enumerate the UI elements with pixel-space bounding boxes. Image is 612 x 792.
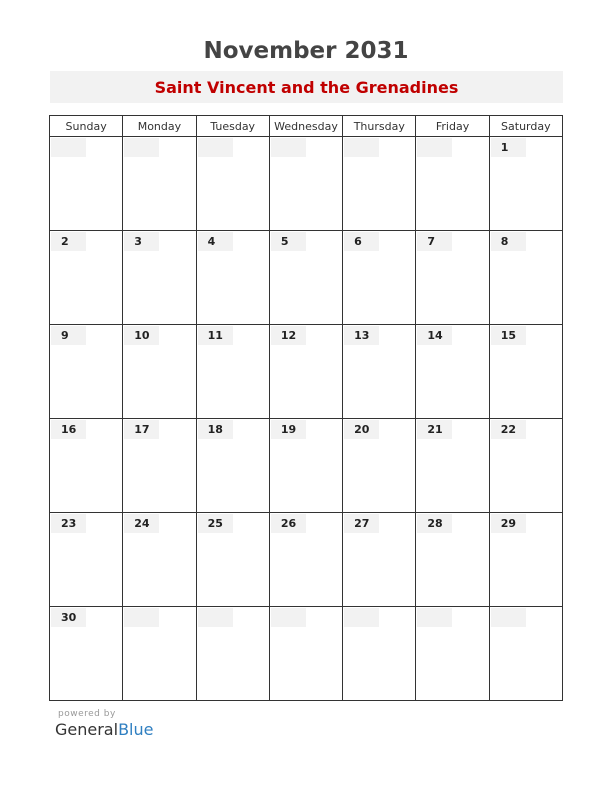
day-number: [417, 138, 452, 157]
day-cell: [123, 513, 196, 607]
day-cell: [196, 325, 269, 419]
day-cell: [489, 231, 562, 325]
day-number: 4: [198, 232, 233, 251]
day-number: 13: [344, 326, 379, 345]
day-cell: [196, 607, 269, 701]
day-cell: [196, 513, 269, 607]
day-number: 15: [491, 326, 526, 345]
day-cell: [343, 419, 416, 513]
day-cell: [50, 513, 123, 607]
day-number: 12: [271, 326, 306, 345]
day-cell: [489, 513, 562, 607]
day-cell: [343, 513, 416, 607]
day-number: [344, 608, 379, 627]
day-number: 30: [51, 608, 86, 627]
day-cell: [123, 231, 196, 325]
day-number: 27: [344, 514, 379, 533]
day-number: 7: [417, 232, 452, 251]
day-cell: [489, 419, 562, 513]
day-number: [344, 138, 379, 157]
day-cell: [50, 231, 123, 325]
day-cell: [416, 607, 489, 701]
weekday-header-friday: Friday: [416, 116, 489, 137]
day-number: 5: [271, 232, 306, 251]
weekday-header-wednesday: Wednesday: [269, 116, 342, 137]
day-number: 10: [124, 326, 159, 345]
weekday-header-thursday: Thursday: [343, 116, 416, 137]
day-cell: [196, 137, 269, 231]
day-number: 24: [124, 514, 159, 533]
day-number: [124, 608, 159, 627]
weekday-header-row: [50, 116, 563, 137]
day-number: 18: [198, 420, 233, 439]
day-cell: [416, 419, 489, 513]
day-cell: [343, 231, 416, 325]
day-number: 9: [51, 326, 86, 345]
day-number: [51, 138, 86, 157]
day-cell: [416, 137, 489, 231]
day-cell: [489, 325, 562, 419]
day-cell: [343, 325, 416, 419]
day-cell: [489, 607, 562, 701]
day-cell: [269, 325, 342, 419]
day-number: 6: [344, 232, 379, 251]
footer: [55, 709, 153, 739]
day-cell: [343, 137, 416, 231]
brand-name-part1: General: [55, 720, 119, 739]
day-number: 20: [344, 420, 379, 439]
calendar-title: November 2031: [203, 38, 409, 64]
day-cell: [269, 137, 342, 231]
day-cell: [269, 231, 342, 325]
weekday-header-tuesday: Tuesday: [196, 116, 269, 137]
day-number: [198, 608, 233, 627]
day-cell: [269, 419, 342, 513]
powered-by-text: powered by: [58, 709, 116, 719]
day-cell: [416, 325, 489, 419]
day-number: 14: [417, 326, 452, 345]
week-row: [50, 325, 563, 419]
day-number: [417, 608, 452, 627]
day-number: 28: [417, 514, 452, 533]
day-cell: [269, 607, 342, 701]
day-cell: [50, 325, 123, 419]
day-cell: [343, 607, 416, 701]
weekday-header-saturday: Saturday: [489, 116, 562, 137]
day-number: 16: [51, 420, 86, 439]
calendar-grid: [49, 115, 563, 701]
day-number: 19: [271, 420, 306, 439]
week-row: [50, 419, 563, 513]
week-row: [50, 513, 563, 607]
day-number: 2: [51, 232, 86, 251]
day-cell: [123, 137, 196, 231]
week-row: [50, 137, 563, 231]
brand-logo: [55, 720, 153, 739]
day-number: 21: [417, 420, 452, 439]
day-cell: [196, 231, 269, 325]
country-banner: Saint Vincent and the Grenadines: [50, 71, 563, 103]
week-row: [50, 231, 563, 325]
day-number: [271, 608, 306, 627]
day-number: 1: [491, 138, 526, 157]
day-cell: [416, 231, 489, 325]
day-cell: [123, 419, 196, 513]
day-number: 23: [51, 514, 86, 533]
day-number: [271, 138, 306, 157]
day-cell: [50, 607, 123, 701]
calendar-body: [50, 137, 563, 701]
day-number: 26: [271, 514, 306, 533]
day-cell: [196, 419, 269, 513]
day-number: [491, 608, 526, 627]
day-number: 3: [124, 232, 159, 251]
day-number: 22: [491, 420, 526, 439]
week-row: [50, 607, 563, 701]
day-cell: [489, 137, 562, 231]
day-number: 25: [198, 514, 233, 533]
day-cell: [123, 325, 196, 419]
brand-name-part2: Blue: [118, 720, 154, 739]
day-cell: [123, 607, 196, 701]
day-number: 8: [491, 232, 526, 251]
weekday-header-sunday: Sunday: [50, 116, 123, 137]
day-cell: [50, 137, 123, 231]
day-cell: [416, 513, 489, 607]
day-number: [198, 138, 233, 157]
day-number: [124, 138, 159, 157]
day-number: 11: [198, 326, 233, 345]
day-number: 17: [124, 420, 159, 439]
day-cell: [269, 513, 342, 607]
day-cell: [50, 419, 123, 513]
day-number: 29: [491, 514, 526, 533]
weekday-header-monday: Monday: [123, 116, 196, 137]
